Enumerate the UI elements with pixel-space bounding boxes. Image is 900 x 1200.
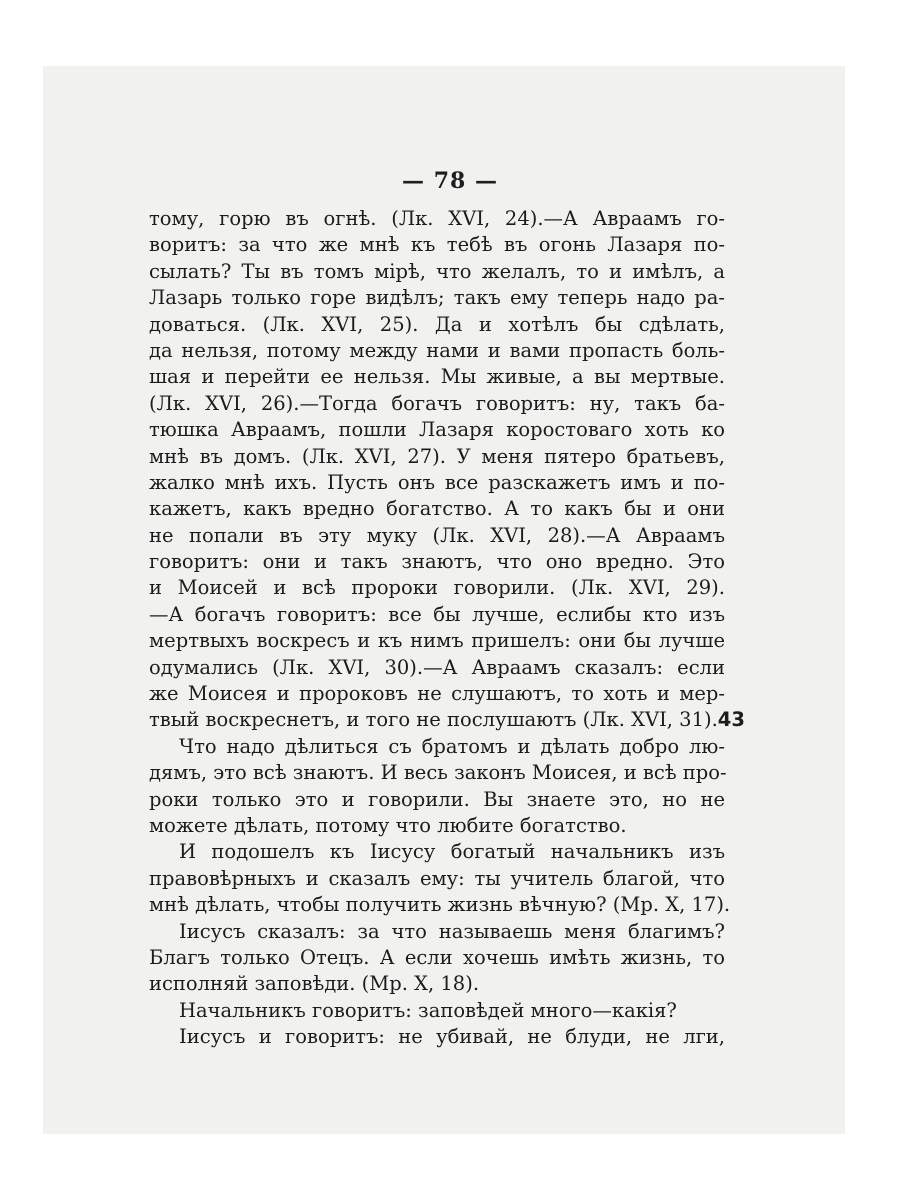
text-line-content: И подошелъ къ Іисусу богатый начальникъ изъ	[179, 840, 725, 864]
text-line-content: Іисусъ сказалъ: за что называешь меня благимъ?	[179, 919, 725, 943]
text-line	[149, 945, 725, 971]
text-line-content: мнѣ въ домъ. (Лк. XVI, 27). У меня пятеро братьевъ,	[149, 444, 725, 468]
text-line	[149, 364, 725, 390]
text-line	[149, 523, 725, 549]
text-line-content: Лазарь только горе видѣлъ; такъ ему теперь надо ра-	[149, 286, 725, 310]
text-line-content: правовѣрныхъ и сказалъ ему: ты учитель благой, что	[149, 866, 725, 890]
text-line	[149, 206, 725, 232]
text-line-content: сылать? Ты въ томъ мірѣ, что желалъ, то и имѣлъ, а	[149, 259, 725, 283]
text-line-content: говоритъ: они и такъ знаютъ, что оно вредно. Это	[149, 550, 725, 574]
text-line-content: да нельзя, потому между нами и вами пропасть боль-	[149, 338, 725, 362]
text-line	[149, 285, 725, 311]
text-line	[149, 391, 725, 417]
text-line	[149, 602, 725, 628]
text-line	[149, 259, 725, 285]
text-line-content: доваться. (Лк. XVI, 25). Да и хотѣлъ бы сдѣлать,	[149, 312, 725, 336]
text-line	[149, 575, 725, 601]
text-line-content: не попали въ эту муку (Лк. XVI, 28).—А Авраамъ	[149, 523, 725, 547]
text-line-content: же Моисея и пророковъ не слушаютъ, то хоть и мер-	[149, 682, 725, 706]
text-line-content: кажетъ, какъ вредно богатство. А то какъ бы и они	[149, 497, 725, 521]
text-line-content: и Моисей и всѣ пророки говорили. (Лк. XVI, 29).	[149, 576, 725, 600]
body-text	[149, 206, 745, 1051]
text-line	[149, 681, 725, 707]
section-number: 43	[717, 708, 745, 732]
text-line	[149, 707, 745, 733]
text-line-content: Что надо дѣлиться съ братомъ и дѣлать добро лю-	[179, 734, 725, 758]
text-line	[149, 417, 725, 443]
text-line-content: можете дѣлать, потому что любите богатство.	[149, 813, 627, 837]
text-line	[149, 232, 725, 258]
text-line	[149, 470, 725, 496]
text-line	[149, 496, 725, 522]
text-line	[149, 312, 725, 338]
text-line-content: мертвыхъ воскресъ и къ нимъ пришелъ: они бы лучше	[149, 629, 725, 653]
text-line-content: одумались (Лк. XVI, 30).—А Авраамъ сказалъ: если	[149, 655, 725, 679]
text-line-content: исполняй заповѣди. (Мр. X, 18).	[149, 972, 480, 996]
text-line-content: мнѣ дѣлать, чтобы получить жизнь вѣчную? (Мр. X, 17).	[149, 893, 731, 917]
text-line-content: тому, горю въ огнѣ. (Лк. XVI, 24).—А Авраамъ го-	[149, 207, 725, 230]
text-line-content: —А богачъ говоритъ: все бы лучше, еслибы кто изъ	[149, 602, 725, 626]
text-line	[149, 444, 725, 470]
text-line	[149, 919, 725, 945]
text-line-content: Начальникъ говоритъ: заповѣдей много—какія?	[179, 998, 677, 1022]
text-line-content: шая и перейти ее нельзя. Мы живые, а вы мертвые.	[149, 365, 725, 389]
text-line-content: Благъ только Отецъ. А если хочешь имѣть жизнь, то	[149, 945, 725, 969]
text-line	[149, 787, 725, 813]
text-line-content: тюшка Авраамъ, пошли Лазаря коростоваго хоть ко	[149, 418, 725, 442]
text-line	[149, 628, 725, 654]
text-line	[149, 892, 731, 918]
text-line	[149, 549, 725, 575]
text-line	[149, 655, 725, 681]
text-line-content: роки только это и говорили. Вы знаете это, но не	[149, 787, 725, 811]
text-line	[149, 866, 725, 892]
text-line	[149, 971, 725, 997]
text-line-content: дямъ, это всѣ знаютъ. И весь законъ Моисея, и всѣ про-	[149, 761, 727, 785]
text-line	[149, 734, 725, 760]
text-line-content: воритъ: за что же мнѣ къ тебѣ въ огонь Лазаря по-	[149, 233, 725, 257]
text-line-content: жалко мнѣ ихъ. Пусть онъ все разскажетъ имъ и по-	[149, 470, 725, 494]
text-line	[149, 998, 725, 1024]
text-line	[149, 760, 725, 786]
text-line	[149, 813, 725, 839]
text-line-content: твый воскреснетъ, и того не послушаютъ (Лк. XVI, 31).	[149, 708, 718, 732]
text-line	[149, 1024, 725, 1050]
text-line	[149, 839, 725, 865]
page-number: — 78 —	[402, 168, 498, 194]
text-line-content: Іисусъ и говоритъ: не убивай, не блуди, не лги,	[179, 1025, 725, 1049]
text-line-content: (Лк. XVI, 26).—Тогда богачъ говоритъ: ну, такъ ба-	[149, 391, 725, 415]
text-line	[149, 338, 725, 364]
